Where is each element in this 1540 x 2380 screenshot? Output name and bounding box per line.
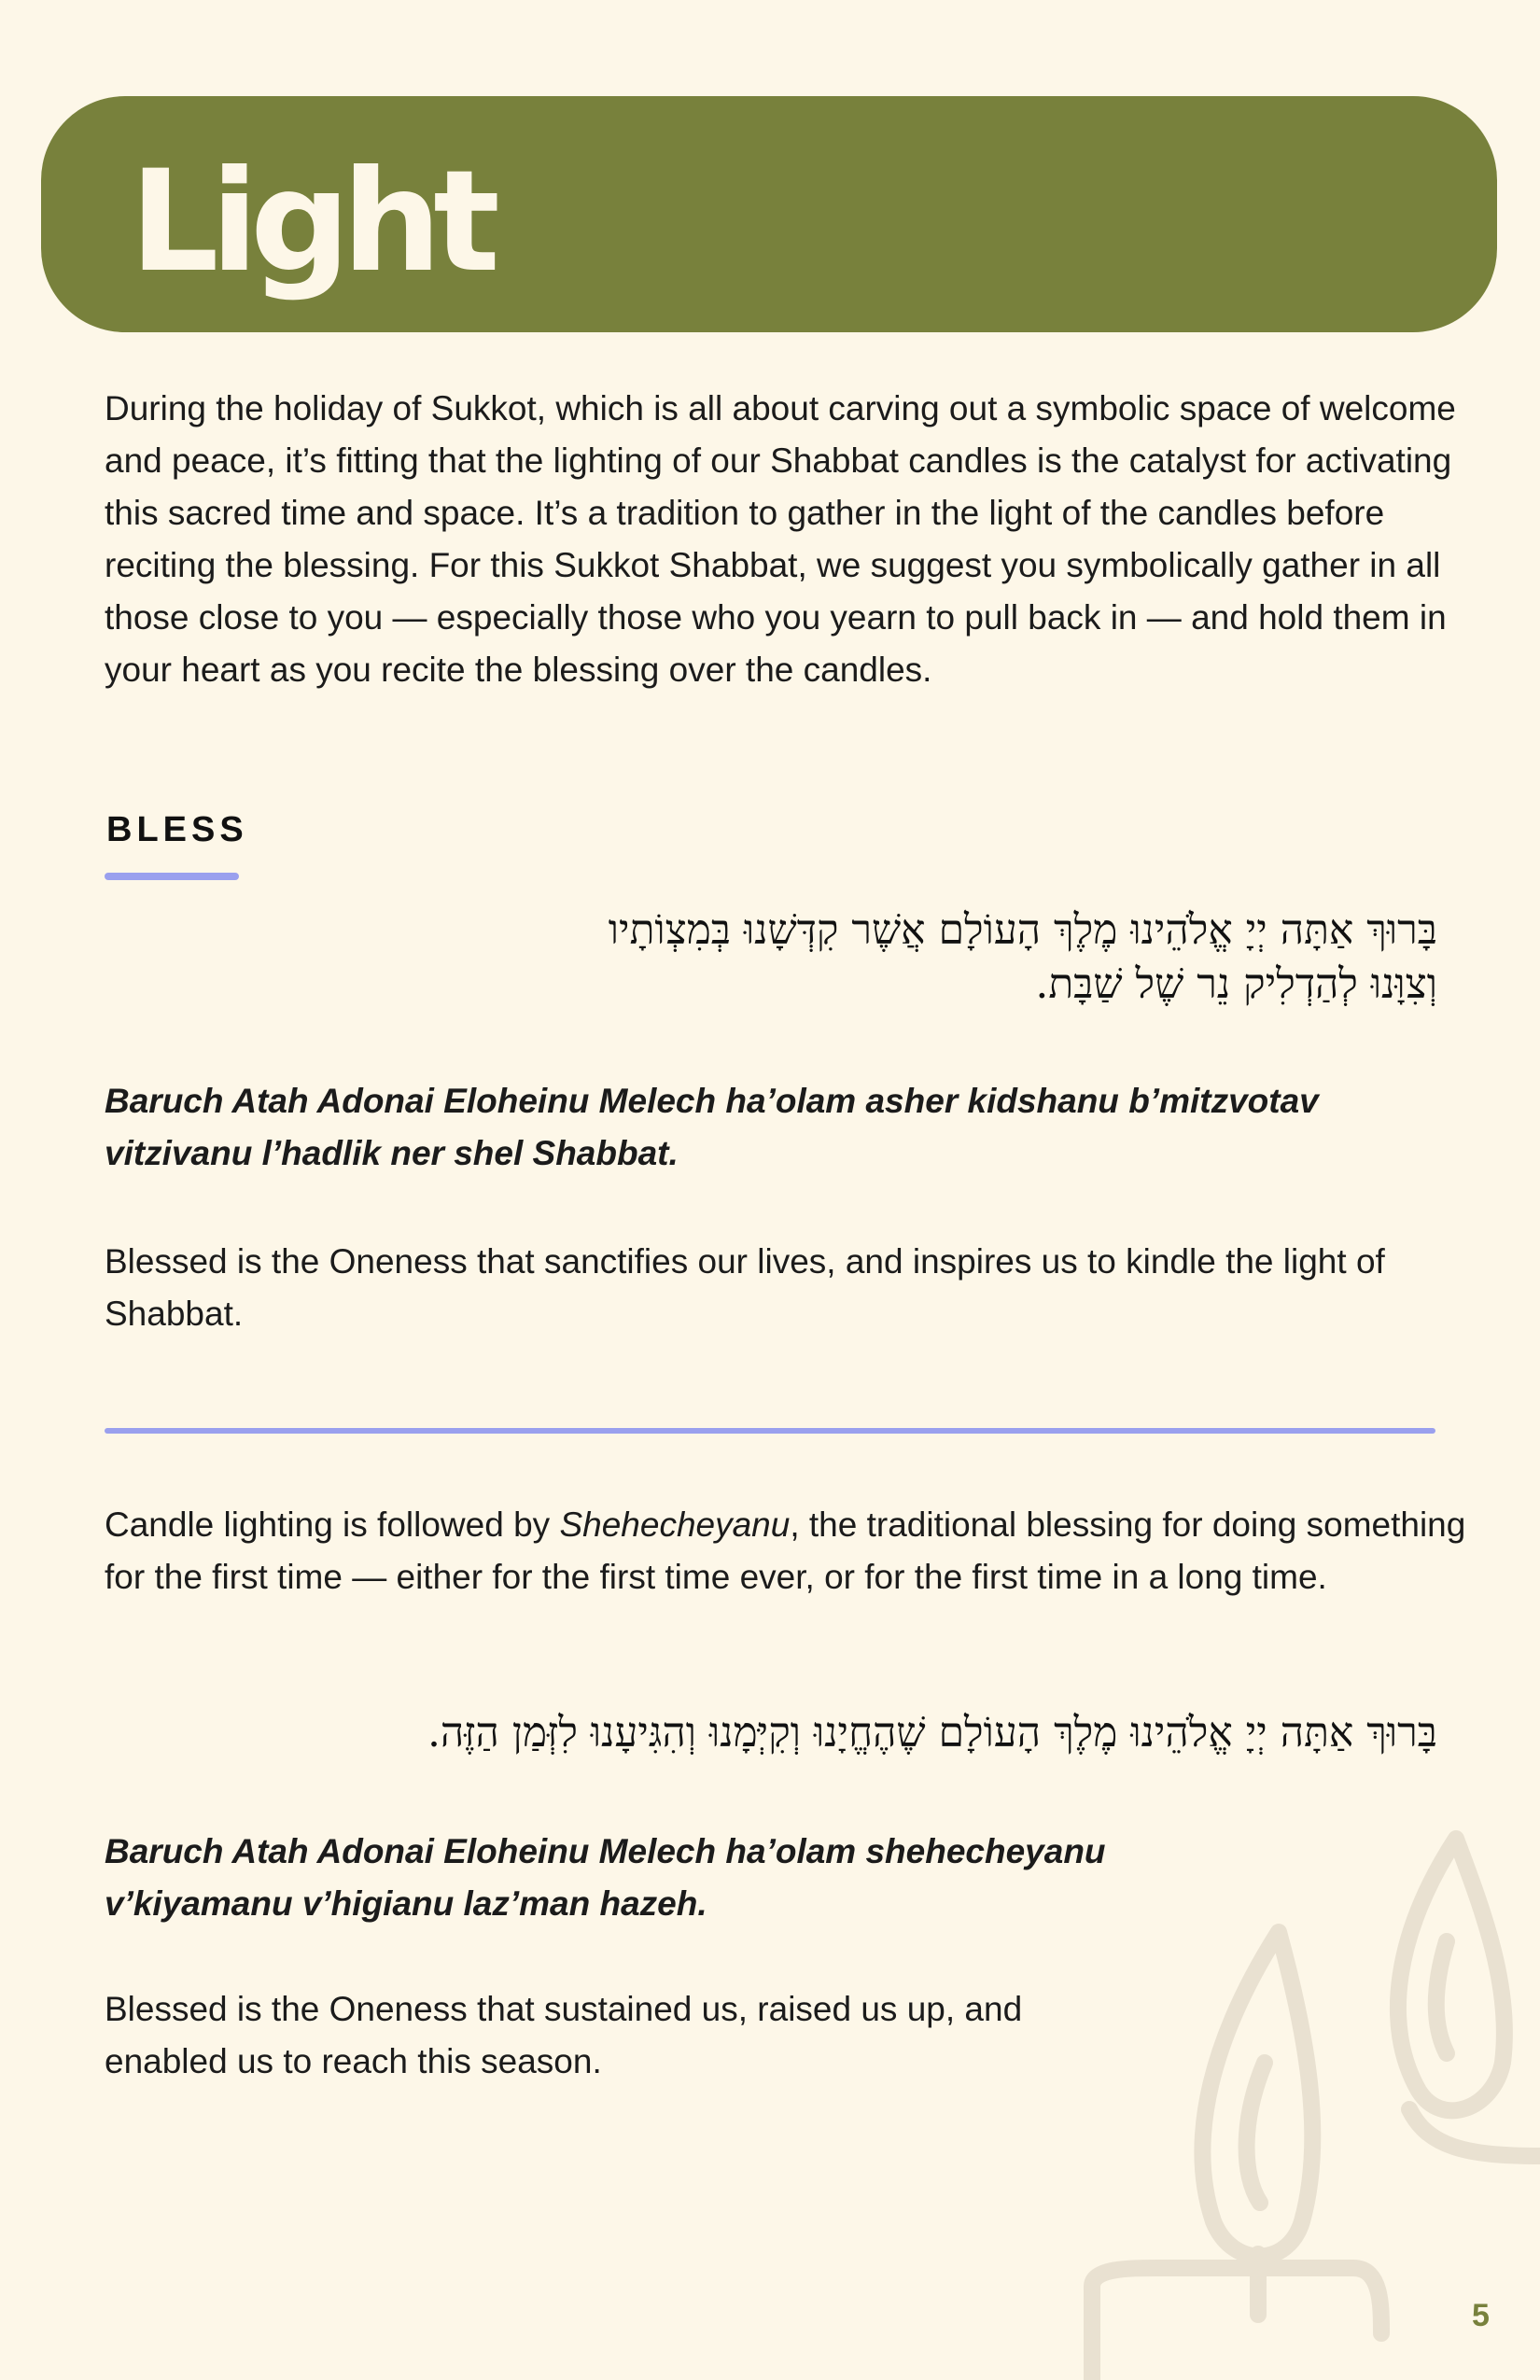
- transliteration-candle-blessing: Baruch Atah Adonai Eloheinu Melech ha’olam asher kidshanu b’mitzvotav vitzivanu l’hadlik ner shel Shabbat.: [105, 1082, 1319, 1172]
- page-number: 5: [1472, 2298, 1490, 2333]
- section-underline: [105, 873, 239, 880]
- english-candle-blessing: Blessed is the Oneness that sanctifies our lives, and inspires us to kindle the light of Shabbat.: [105, 1242, 1385, 1333]
- translit-line: Baruch Atah Adonai Eloheinu Melech ha’olam shehecheyanu: [105, 1832, 1106, 1870]
- section-divider: [105, 1428, 1435, 1434]
- section-label-bless: BLESS: [106, 810, 248, 849]
- hebrew-line: וְצִוָּנוּ לְהַדְלִיק נֵר שֶׁל שַׁבָּת.: [1035, 960, 1437, 1008]
- candles-illustration-icon: [1073, 1829, 1540, 2380]
- page-title: Light: [130, 141, 492, 303]
- shehecheyanu-intro: [105, 1499, 1467, 1603]
- intro-emphasis: Shehecheyanu: [559, 1505, 791, 1544]
- title-banner: [41, 96, 1497, 332]
- translit-line: v’kiyamanu v’higianu laz’man hazeh.: [105, 1884, 707, 1923]
- hebrew-line: בָּרוּךְ אַתָּה יְיָ אֱלֹהֵינוּ מֶלֶךְ הָעוֹלָם אֲשֶׁר קִדְּשָׁנוּ בְּמִצְוֹתָיו: [608, 906, 1437, 954]
- english-line: enabled us to reach this season.: [105, 2042, 602, 2080]
- intro-paragraph: During the holiday of Sukkot, which is all about carving out a symbolic space of welcome and peace, it’s fitting that the lighting of our Shabbat candles is the catalyst for activating this sacred time and space. It’s a tradition to gather in the light of the candles before reciting the blessing. For this Sukkot Shabbat, we suggest you symbolically gather in all those close to you — especially those who you yearn to pull back in — and hold them in your heart as you recite the blessing over the candles.: [105, 389, 1456, 689]
- intro-text: Candle lighting is followed by: [105, 1505, 560, 1544]
- hebrew-candle-blessing: [317, 903, 1437, 1012]
- intro-text: , the traditional blessing for doing something for the first time — either for the first time ever, or for the first time in a long time.: [105, 1505, 1466, 1596]
- english-line: Blessed is the Oneness that sustained us, raised us up, and: [105, 1990, 1023, 2028]
- hebrew-shehecheyanu: בָּרוּךְ אַתָּה יְיָ אֱלֹהֵינוּ מֶלֶךְ הָעוֹלָם שֶׁהֶחֱיָנוּ וְקִיְּמָנוּ וְהִגִּיעָנוּ לִזְּמַן הַזֶּה.: [427, 1709, 1437, 1757]
